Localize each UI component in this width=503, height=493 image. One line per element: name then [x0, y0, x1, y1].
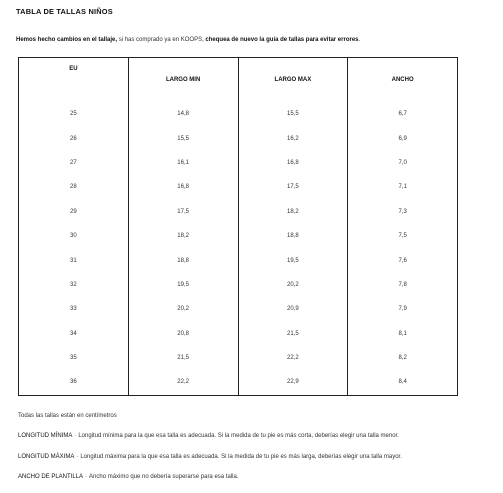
cell-largo-min: 16,1 [128, 151, 238, 175]
cell-ancho: 8,2 [348, 346, 458, 370]
cell-largo-min: 22,2 [128, 370, 238, 395]
cell-largo-min: 18,2 [128, 224, 238, 248]
cell-eu: 32 [70, 281, 77, 288]
cell-largo-min: 20,8 [128, 322, 238, 346]
cell-largo-max: 18,2 [238, 200, 348, 224]
cell-ancho: 8,1 [348, 322, 458, 346]
header-ancho: ANCHO [348, 58, 458, 103]
cell-ancho: 8,4 [348, 370, 458, 395]
cell-ancho: 7,8 [348, 273, 458, 297]
page-title: TABLA DE TALLAS NIÑOS [16, 7, 113, 16]
cell-largo-max: 18,8 [238, 224, 348, 248]
cell-largo-max: 20,9 [238, 297, 348, 321]
cell-eu: 29 [70, 208, 77, 215]
cell-largo-max: 17,5 [238, 175, 348, 199]
notice-end: . [358, 37, 361, 43]
cell-largo-min: 20,2 [128, 297, 238, 321]
cell-largo-min: 17,5 [128, 200, 238, 224]
cell-ancho: 7,9 [348, 297, 458, 321]
cell-largo-max: 15,5 [238, 102, 348, 126]
definition-term: LONGITUD MÍNIMA [18, 433, 73, 439]
cell-eu: 25 [70, 111, 77, 118]
size-table-header-row [19, 58, 458, 103]
notice-call-to-action: chequea de nuevo la guía de tallas para evitar errores [205, 37, 359, 43]
cell-ancho: 7,1 [348, 175, 458, 199]
cell-eu: 31 [70, 257, 77, 264]
header-eu: EU [69, 66, 78, 72]
notice-middle: si has comprado ya en KOOPS, [117, 37, 206, 43]
definition-text: Longitud máxima para la que esa talla es adecuada. Si la medida de tu pie es más larga, deberías elegir una talla mayor. [80, 454, 402, 460]
header-largo-min: LARGO MIN [128, 58, 238, 103]
size-change-notice [16, 37, 360, 43]
cell-eu: 27 [70, 159, 77, 166]
cell-largo-max: 16,2 [238, 126, 348, 150]
table-row [19, 248, 458, 272]
cell-eu: 33 [70, 306, 77, 313]
cell-eu: 34 [70, 330, 77, 337]
definition-ancho-plantilla [18, 474, 238, 480]
table-row [19, 322, 458, 346]
cell-largo-min: 19,5 [128, 273, 238, 297]
cell-ancho: 7,0 [348, 151, 458, 175]
cell-largo-min: 21,5 [128, 346, 238, 370]
table-row [19, 224, 458, 248]
table-row [19, 102, 458, 126]
header-largo-max: LARGO MAX [238, 58, 348, 103]
cell-largo-max: 16,8 [238, 151, 348, 175]
units-note: Todas las tallas están en centímetros [18, 413, 117, 419]
size-table [18, 57, 458, 396]
cell-ancho: 6,7 [348, 102, 458, 126]
cell-largo-min: 18,8 [128, 248, 238, 272]
definition-longitud-minima [18, 433, 399, 439]
notice-lead: Hemos hecho cambios en el tallaje, [16, 37, 118, 43]
definition-term: ANCHO DE PLANTILLA [18, 474, 84, 480]
cell-eu: 35 [70, 355, 77, 362]
definition-separator: - [74, 433, 77, 439]
definition-separator: - [76, 454, 79, 460]
cell-eu: 36 [70, 379, 77, 386]
table-row [19, 200, 458, 224]
table-row [19, 126, 458, 150]
cell-largo-min: 16,8 [128, 175, 238, 199]
cell-largo-max: 22,2 [238, 346, 348, 370]
cell-largo-max: 19,5 [238, 248, 348, 272]
cell-eu: 26 [70, 135, 77, 142]
table-row [19, 151, 458, 175]
cell-largo-min: 14,8 [128, 102, 238, 126]
cell-ancho: 7,6 [348, 248, 458, 272]
cell-largo-max: 21,5 [238, 322, 348, 346]
cell-largo-max: 20,2 [238, 273, 348, 297]
table-row [19, 175, 458, 199]
cell-eu: 28 [70, 184, 77, 191]
cell-ancho: 7,3 [348, 200, 458, 224]
cell-largo-max: 22,9 [238, 370, 348, 395]
cell-largo-min: 15,5 [128, 126, 238, 150]
definition-longitud-maxima [18, 454, 402, 460]
cell-ancho: 6,9 [348, 126, 458, 150]
definition-term: LONGITUD MÁXIMA [18, 454, 75, 460]
table-row [19, 370, 458, 395]
definition-separator: - [85, 474, 88, 480]
table-row [19, 346, 458, 370]
cell-ancho: 7,5 [348, 224, 458, 248]
cell-eu: 30 [70, 233, 77, 240]
definition-text: Ancho máximo que no debería superarse para esa talla. [89, 474, 239, 480]
definition-text: Longitud mínima para la que esa talla es adecuada. Si la medida de tu pie es más corta, deberías elegir una talla menor. [78, 433, 399, 439]
table-row [19, 297, 458, 321]
table-row [19, 273, 458, 297]
